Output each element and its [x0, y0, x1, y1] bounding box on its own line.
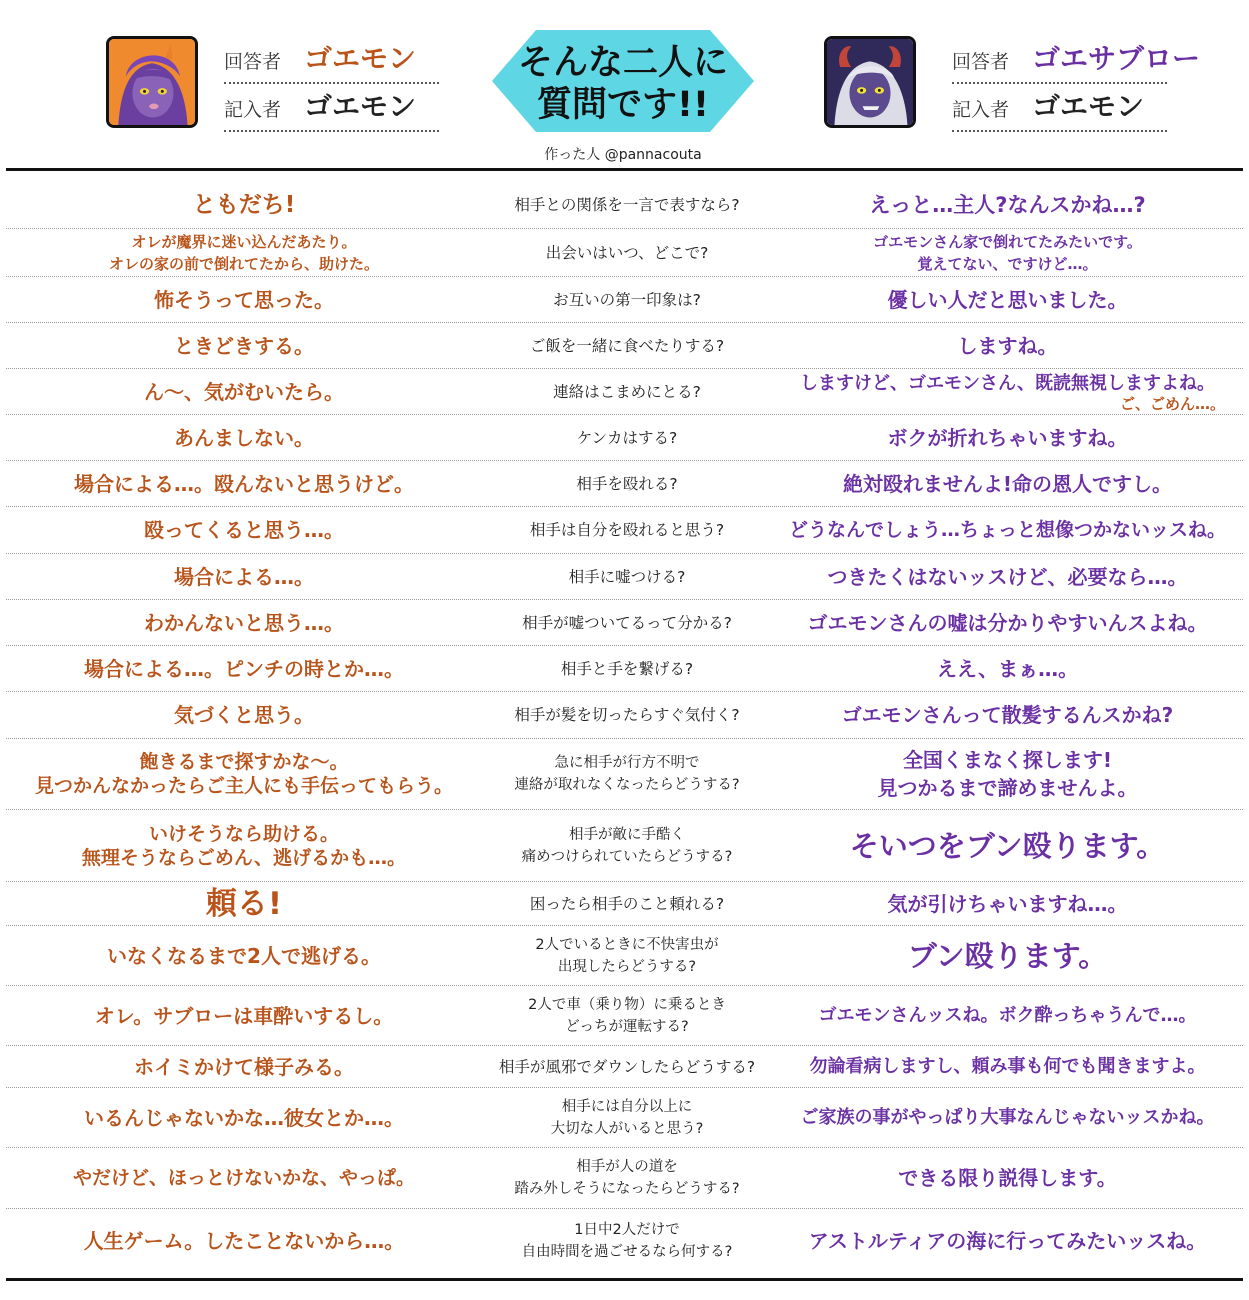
goemon-answer: やだけど、ほっとけないかな、やっぱ。 — [72, 1167, 415, 1189]
goemon-answer: 怖そうって思った。 — [154, 287, 334, 312]
question: 相手に嘘つける? — [568, 567, 686, 586]
question: 相手は自分を殴れると思う? — [529, 521, 725, 539]
goemon-answer: ホイミかけて様子みる。 — [134, 1054, 354, 1079]
question: 急に相手が行方不明で 連絡が取れなくなったらどうする? — [514, 755, 740, 793]
goemon-avatar — [106, 36, 198, 128]
goesaburo-answer: ブン殴ります。 — [907, 938, 1108, 973]
table-row — [6, 926, 1243, 986]
right-writer-line — [952, 86, 1167, 132]
goesaburo-answer: 絶対殴れませんよ!命の恩人ですし。 — [842, 471, 1173, 496]
goesaburo-avatar — [824, 36, 916, 128]
table-row — [6, 600, 1243, 646]
question: 出会いはいつ、どこで? — [545, 243, 709, 262]
goemon-answer: 殴ってくると思う…。 — [144, 518, 344, 542]
goemon-answer: 場合による…。殴んないと思うけど。 — [74, 471, 414, 496]
question: 2人でいるときに不快害虫が 出現したらどうする? — [535, 936, 719, 975]
left-writer-label: 記入者 — [224, 99, 282, 121]
goemon-answer: いなくなるまで2人で逃げる。 — [107, 943, 381, 968]
table-row — [6, 323, 1243, 369]
goemon-answer: 場合による…。ピンチの時とか…。 — [84, 656, 404, 681]
question: 相手が敵に手酷く 痛めつけられていたらどうする? — [521, 826, 733, 865]
question: 相手には自分以上に 大切な人がいると思う? — [550, 1098, 704, 1137]
table-row — [6, 507, 1243, 554]
right-writer-name: ゴエモン — [1032, 90, 1145, 123]
table-row — [6, 882, 1243, 926]
goesaburo-answer: ゴエモンさんッスね。ボク酔っちゃうんで…。 — [818, 1004, 1197, 1026]
question: 連絡はこまめにとる? — [553, 382, 701, 401]
question: 相手が嘘ついてるって分かる? — [522, 613, 732, 632]
question: 1日中2人だけで 自由時間を過ごせるなら何する? — [521, 1221, 733, 1260]
purple-haired-character-portrait-icon — [109, 39, 195, 125]
question: 相手を殴れる? — [576, 474, 678, 493]
logo-line-1: そんな二人に — [517, 43, 728, 83]
goesaburo-answer-block — [772, 372, 1243, 412]
right-respondent-name: ゴエサブロー — [1032, 42, 1201, 75]
goesaburo-answer: ボクが折れちゃいますね。 — [887, 425, 1128, 450]
table-row — [6, 1209, 1243, 1272]
goesaburo-answer: つきたくはないッスけど、必要なら…。 — [827, 564, 1188, 589]
goesaburo-answer: そいつをブン殴ります。 — [849, 828, 1166, 863]
left-respondent-line — [224, 38, 439, 84]
question: 相手が風邪でダウンしたらどうする? — [498, 1057, 756, 1076]
table-row — [6, 1046, 1243, 1088]
goesaburo-answer: 勿論看病しますし、頼み事も何でも聞きますよ。 — [809, 1055, 1206, 1077]
right-respondent-line — [952, 38, 1201, 84]
logo-line-2: 質問です!! — [537, 85, 709, 125]
goemon-answer: 頼る! — [205, 885, 283, 922]
table-row — [6, 986, 1243, 1046]
question: ご飯を一緒に食べたりする? — [529, 336, 725, 355]
goesaburo-answer: ゴエモンさん家で倒れてたみたいです。 覚えてない、ですけど…。 — [873, 232, 1142, 273]
left-respondent-name: ゴエモン — [304, 42, 417, 75]
goemon-answer: 気づくと思う。 — [174, 703, 314, 727]
right-writer-label: 記入者 — [952, 99, 1010, 121]
goesaburo-answer: アストルティアの海に行ってみたいッスね。 — [808, 1228, 1207, 1253]
table-row — [6, 739, 1243, 810]
question: 相手が人の道を 踏み外しそうになったらどうする? — [514, 1159, 740, 1197]
left-respondent-label: 回答者 — [224, 51, 282, 73]
table-row — [6, 277, 1243, 323]
goemon-answer: 場合による…。 — [174, 564, 314, 589]
right-respondent-label: 回答者 — [952, 51, 1010, 73]
goemon-aside: ご、ごめん…。 — [1119, 394, 1225, 413]
table-row — [6, 461, 1243, 507]
goesaburo-answer: ご家族の事がやっぱり大事なんじゃないッスかね。 — [800, 1106, 1215, 1128]
table-row — [6, 1148, 1243, 1209]
table-row — [6, 646, 1243, 692]
goemon-answer: あんましない。 — [174, 425, 314, 450]
goesaburo-answer: しますけど、ゴエモンさん、既読無視しますよね。 — [799, 372, 1216, 394]
left-info-block — [224, 38, 439, 132]
goemon-answer: いけそうなら助ける。 無理そうならごめん、逃げるかも…。 — [81, 822, 407, 869]
question: ケンカはする? — [576, 428, 678, 447]
question: 2人で車（乗り物）に乗るとき どっちが運転する? — [528, 996, 726, 1035]
goemon-answer: いるんじゃないかな…彼女とか…。 — [84, 1105, 404, 1130]
right-info-block — [952, 38, 1201, 132]
goesaburo-answer: 全国くまなく探します! 見つかるまで諦めませんよ。 — [877, 748, 1138, 800]
left-writer-line — [224, 86, 439, 132]
goemon-answer: ときどきする。 — [174, 333, 314, 358]
title-logo — [492, 30, 754, 132]
goesaburo-answer: 気が引けちゃいますね…。 — [887, 891, 1128, 916]
question: 相手と手を繋げる? — [560, 659, 694, 678]
table-row — [6, 1088, 1243, 1148]
top-divider — [6, 168, 1243, 171]
table-row — [6, 810, 1243, 882]
table-row — [6, 554, 1243, 600]
goesaburo-answer: 優しい人だと思いました。 — [887, 287, 1128, 312]
question: 相手との関係を一言で表すなら? — [514, 195, 740, 214]
table-row — [6, 692, 1243, 739]
goemon-answer: オレ。サブローは車酔いするし。 — [94, 1003, 394, 1028]
goemon-answer: オレが魔界に迷い込んだあたり。 オレの家の前で倒れてたから、助けた。 — [108, 232, 379, 273]
question: お互いの第一印象は? — [553, 290, 701, 309]
goesaburo-answer: ゴエモンさんって散髪するんスかね? — [841, 703, 1174, 727]
goemon-answer: 飽きるまで探すかな～。 見つかんなかったらご主人にも手伝ってもらう。 — [34, 751, 453, 797]
bottom-divider — [6, 1278, 1243, 1281]
left-writer-name: ゴエモン — [304, 90, 417, 123]
table-row — [6, 415, 1243, 461]
logo-text — [492, 42, 754, 126]
goemon-answer: 人生ゲーム。したことないから…。 — [83, 1228, 405, 1253]
author-credit: 作った人 @pannacouta — [544, 147, 702, 163]
question: 相手が髪を切ったらすぐ気付く? — [514, 706, 740, 724]
table-row — [6, 181, 1243, 229]
question: 困ったら相手のこと頼れる? — [529, 894, 725, 913]
goesaburo-answer: ええ、まぁ…。 — [936, 656, 1079, 681]
goemon-answer: わかんないと思う…。 — [144, 610, 344, 635]
goesaburo-answer: どうなんでしょう…ちょっと想像つかないッスね。 — [788, 519, 1226, 541]
goesaburo-answer: ゴエモンさんの嘘は分かりやすいんスよね。 — [807, 610, 1208, 635]
table-row — [6, 369, 1243, 415]
goesaburo-answer: えっと…主人?なんスかね…? — [869, 192, 1146, 217]
white-haired-horned-character-portrait-icon — [827, 39, 913, 125]
goesaburo-answer: できる限り説得します。 — [898, 1166, 1117, 1190]
goemon-answer: ともだち! — [192, 191, 296, 218]
goesaburo-answer: しますね。 — [957, 333, 1058, 358]
qa-table — [6, 181, 1243, 1272]
header — [0, 0, 1249, 170]
table-row — [6, 229, 1243, 277]
goemon-answer: ん～、気がむいたら。 — [144, 379, 344, 404]
